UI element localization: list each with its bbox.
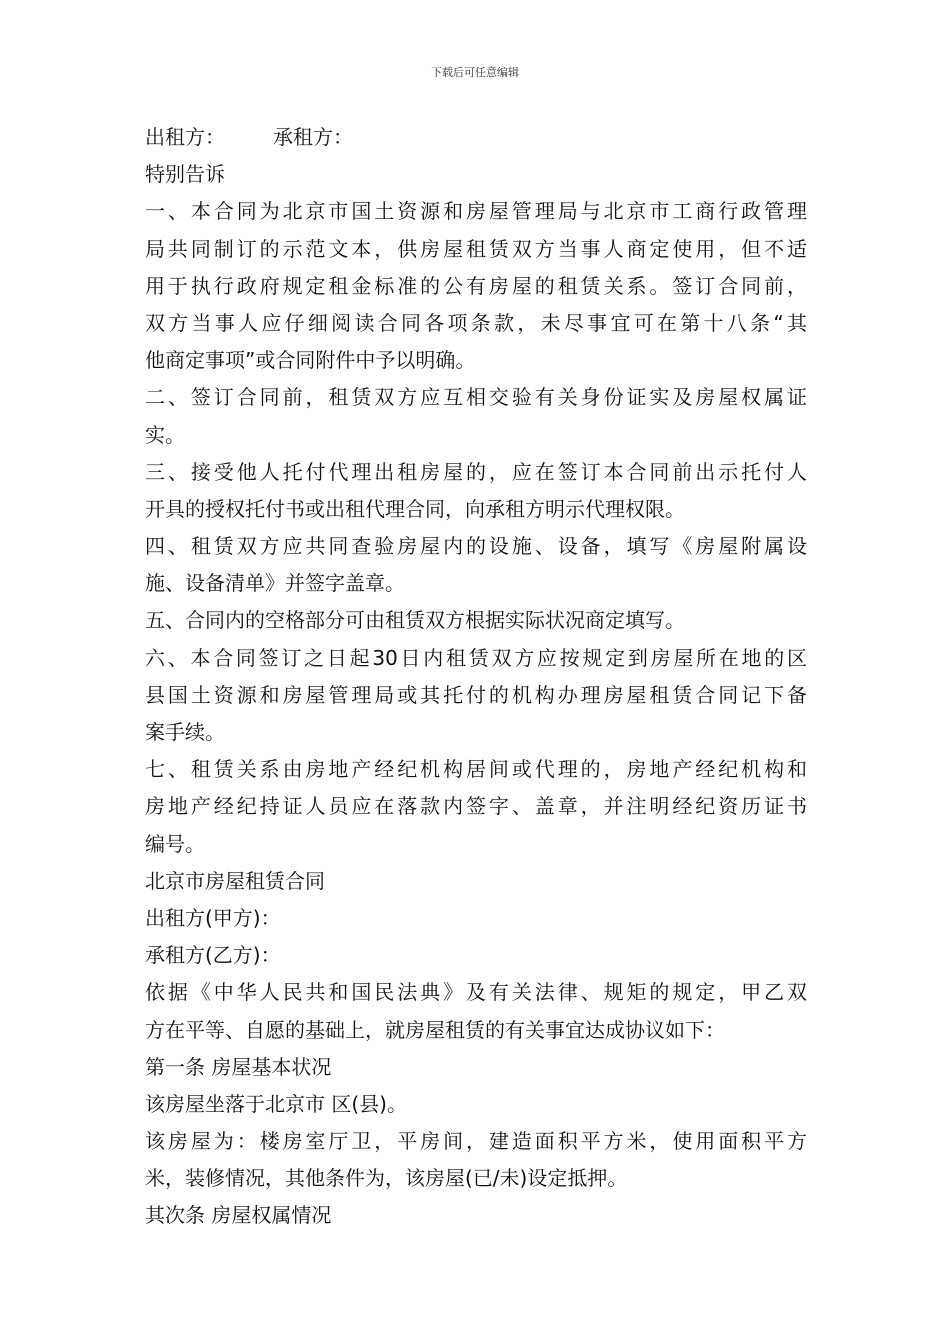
notice-heading: 特别告诉 (145, 162, 225, 187)
paragraph-line: 房地产经纪持证人员应在落款内签字、盖章，并注明经纪资历证书 (145, 794, 807, 819)
paragraph-line: 四、租赁双方应共同查验房屋内的设施、设备，填写《房屋附属设 (145, 534, 807, 559)
page-header: 下载后可任意编辑 (431, 66, 519, 79)
paragraph-line: 五、合同内的空格部分可由租赁双方根据实际状况商定填写。 (145, 608, 685, 633)
paragraph-line: 用于执行政府规定租金标准的公有房屋的租赁关系。签订合同前， (145, 273, 807, 298)
article-heading: 其次条 房屋权属情况 (145, 1203, 332, 1228)
paragraph-line: 实。 (145, 422, 185, 447)
document-body (145, 119, 807, 1235)
paragraph-line: 开具的授权托付书或出租代理合同，向承租方明示代理权限。 (145, 496, 685, 521)
lessee-label: 承租方： (273, 125, 353, 149)
paragraph-line: 一、本合同为北京市国土资源和房屋管理局与北京市工商行政管理 (145, 199, 807, 224)
paragraph-line: 他商定事项”或合同附件中予以明确。 (145, 348, 476, 373)
paragraph-line: 米，装修情况，其他条件为，该房屋(已/未)设定抵押。 (145, 1166, 628, 1191)
paragraph-line: 二、签订合同前，租赁双方应互相交验有关身份证实及房屋权属证 (145, 385, 807, 410)
article-heading: 第一条 房屋基本状况 (145, 1054, 332, 1079)
paragraph-line: 七、租赁关系由房地产经纪机构居间或代理的，房地产经纪机构和 (145, 757, 807, 782)
paragraph-line: 该房屋为：楼房室厅卫，平房间，建造面积平方米，使用面积平方 (145, 1129, 807, 1154)
paragraph-line: 方在平等、自愿的基础上，就房屋租赁的有关事宜达成协议如下： (145, 1017, 725, 1042)
contract-title: 北京市房屋租赁合同 (145, 868, 325, 893)
parties-line (145, 119, 807, 156)
paragraph-line: 县国土资源和房屋管理局或其托付的机构办理房屋租赁合同记下备 (145, 682, 807, 707)
paragraph-line: 三、接受他人托付代理出租房屋的，应在签订本合同前出示托付人 (145, 459, 807, 484)
paragraph-line: 双方当事人应仔细阅读合同各项条款，未尽事宜可在第十八条“其 (145, 310, 807, 335)
paragraph-line: 依据《中华人民共和国民法典》及有关法律、规矩的规定，甲乙双 (145, 980, 807, 1005)
paragraph-line: 局共同制订的示范文本，供房屋租赁双方当事人商定使用，但不适 (145, 236, 807, 261)
paragraph-line: 六、本合同签订之日起30日内租赁双方应按规定到房屋所在地的区 (145, 645, 807, 670)
paragraph-line: 编号。 (145, 831, 205, 856)
lessor-label: 出租方： (145, 125, 225, 149)
party-b-label: 承租方(乙方)： (145, 943, 281, 968)
paragraph-line: 该房屋坐落于北京市 区(县)。 (145, 1091, 407, 1116)
paragraph-line: 施、设备清单》并签字盖章。 (145, 571, 405, 596)
party-a-label: 出租方(甲方)： (145, 905, 281, 930)
paragraph-line: 案手续。 (145, 720, 225, 744)
